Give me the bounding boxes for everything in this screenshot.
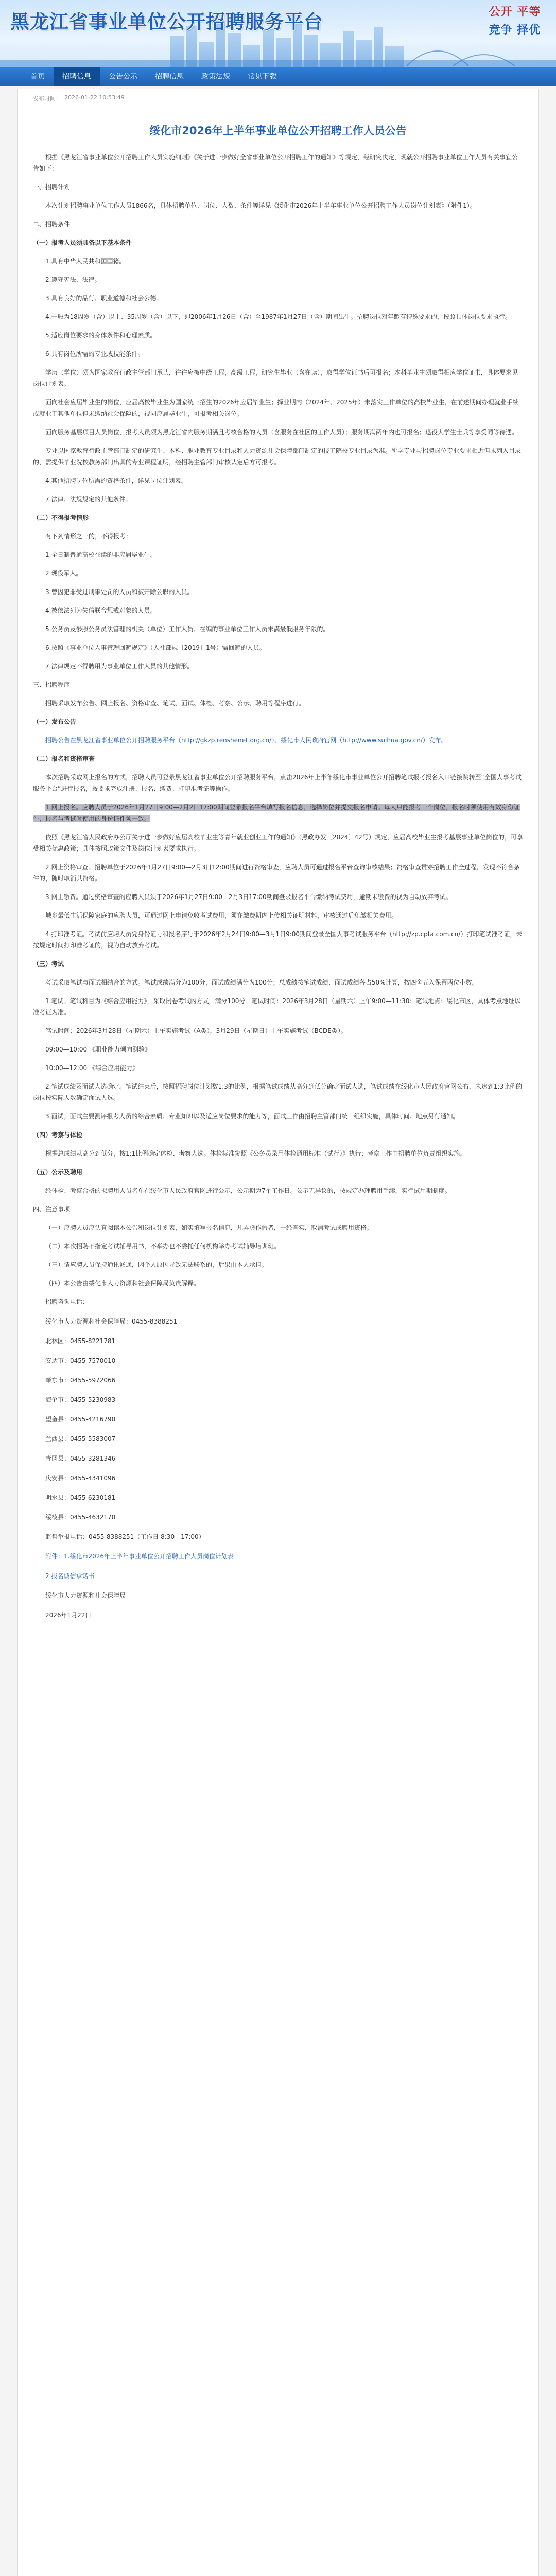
- exam-time-line: 10:00—12:00 《综合应用能力》: [45, 1064, 138, 1072]
- procedure-intro: 招聘采取发布公告、网上报名、资格审查、笔试、面试、体检、考察、公示、聘用等程序进行。: [45, 700, 305, 707]
- condition-item: 4.一般为18周岁（含）以上、35周岁（含）以下，即2006年1月26日（含）至1987年1月27日（含）期间出生。招聘岗位对年龄有特殊要求的，按照具体岗位要求执行。: [45, 313, 511, 320]
- section-1-title: 一、招聘计划: [33, 183, 71, 191]
- publish-text[interactable]: 招聘公告在黑龙江省事业单位公开招聘服务平台（http://gkzp.renshenet.org.cn/）、绥化市人民政府官网（http://www.suihua.gov.cn/）发布。: [45, 737, 447, 744]
- fee-waiver-paragraph: 城乡最低生活保障家庭的应聘人员，可通过网上申请免收考试费用，须在缴费期内上传相关证明材料，审核通过后免缴相关费用。: [45, 912, 398, 919]
- condition-item: 2.遵守宪法、法律。: [45, 276, 101, 283]
- contact-line: 北林区：0455-8221781: [45, 1337, 116, 1345]
- notice-item: （四）本公告由绥化市人力资源和社会保障局负责解释。: [45, 1280, 200, 1287]
- qualification-review-paragraph: 2.网上资格审查。招聘单位于2026年1月27日9:00—2月3日12:00期间进行资格审查，应聘人员可通过报名平台查询审核结果；资格审查贯穿招聘工作全过程，发现不符合条件的，随时取消其资格。: [33, 863, 520, 882]
- section-2-sub-2: （二）不得报考情形: [33, 514, 89, 521]
- contact-line: 安达市：0455-7570010: [45, 1357, 116, 1364]
- contact-intro: 招聘咨询电话：: [45, 1298, 89, 1306]
- exclusion-item: 6.按照《事业单位人事管理回避规定》（人社部规〔2019〕1号）需回避的人员。: [45, 644, 266, 651]
- registration-paragraph: 本次招聘采取网上报名的方式，招聘人员可登录黑龙江省事业单位公开招聘服务平台，点击2026年上半年绥化市事业单位公开招聘笔试报考报名入口链接跳转至“全国人事考试服务平台”进行报名，按要求完成注册、报名、缴费、打印准考证等操作。: [33, 774, 522, 792]
- contact-line: 绥棱县：0455-4632170: [45, 1514, 116, 1521]
- condition-item: 3.具有良好的品行、职业道德和社会公德。: [45, 295, 163, 302]
- contact-line: 绥化市人力资源和社会保障局：0455-8388251: [45, 1318, 178, 1325]
- attachment-line: [33, 1551, 523, 1562]
- slogan-line-2: 竞争 择优: [489, 23, 541, 37]
- publicity-paragraph: 经体检、考察合格的拟聘用人员名单在绥化市人民政府官网进行公示，公示期为7个工作日。公示无异议的，按规定办理聘用手续，实行试用期制度。: [45, 1187, 451, 1194]
- contact-line: 望奎县：0455-4216790: [45, 1416, 116, 1423]
- exam-time-line: 09:00—10:00 《职业能力倾向测验》: [45, 1046, 151, 1053]
- major-paragraph: 专业以国家教育行政主管部门制定的研究生、本科、职业教育专业目录和人力资源社会保障部门制定的技工院校专业目录为准。所学专业与招聘岗位专业要求相近但未列入目录的，需提供毕业院校教务部门出具的专业课程证明，经招聘主管部门审核认定后方可报考。: [33, 447, 522, 466]
- section-3-sub-1: （一）发布公告: [33, 718, 77, 725]
- exclusion-intro: 有下列情形之一的，不得报考：: [45, 533, 132, 540]
- section-3-sub-3: （三）考试: [33, 960, 64, 968]
- exclusion-item: 7.法律规定不得聘用为事业单位工作人员的其他情形。: [45, 663, 194, 670]
- contact-line: 兰西县：0455-5583007: [45, 1435, 116, 1443]
- supervision-line: 监督举报电话：0455-8388251（工作日 8:30—17:00）: [45, 1533, 205, 1540]
- site-title: 黑龙江省事业单位公开招聘服务平台: [10, 11, 323, 33]
- payment-paragraph: 3.网上缴费。通过资格审查的应聘人员须于2026年1月27日9:00—2月3日17:00期间登录报名平台缴纳考试费用，逾期未缴费的视为自动放弃考试。: [45, 893, 452, 901]
- nav-home[interactable]: 首页: [30, 73, 45, 81]
- highlighted-paragraph: [33, 802, 523, 824]
- section-3-title: 三、招聘程序: [33, 681, 71, 688]
- section-2-title: 二、招聘条件: [33, 221, 71, 228]
- nav-policies[interactable]: 政策法规: [201, 73, 230, 81]
- contact-line: 青冈县：0455-3281346: [45, 1455, 116, 1462]
- main-nav: [0, 67, 556, 86]
- contact-line: 明水县：0455-6230181: [45, 1494, 116, 1501]
- exam-time-line: 笔试时间：2026年3月28日（星期六）上午实施考试（A类），3月29日（星期日）上午实施考试（BCDE类）。: [45, 1027, 347, 1035]
- policy-paragraph: 依照《黑龙江省人民政府办公厅关于进一步做好应届高校毕业生等青年就业创业工作的通知》（黑政办发〔2024〕42号）规定，应届高校毕业生报考基层事业单位岗位的，可享受相关优惠政策；具体按照政策文件及岗位计划表要求执行。: [33, 834, 523, 852]
- published-value: 2026-01-22 10:53:49: [64, 94, 125, 101]
- section-3-sub-5: （五）公示及聘用: [33, 1168, 83, 1176]
- section-3-sub-2: （二）报名和资格审查: [33, 755, 95, 762]
- admission-ticket-paragraph: 4.打印准考证。考试前应聘人员凭身份证号和报名序号于2026年2月24日9:00—3月1日9:00期间登录全国人事考试服务平台（http://zp.cpta.com.cn/）打印笔试准考证，未按规定时间打印准考证的，视为自动放弃考试。: [33, 930, 523, 949]
- exclusion-item: 4.被依法列为失信联合惩戒对象的人员。: [45, 607, 157, 614]
- attachment-2-link[interactable]: 2.报名诚信承诺书: [45, 1572, 95, 1580]
- sign-date: 2026年1月22日: [45, 1612, 92, 1619]
- written-result-paragraph: 2.笔试成绩及面试人选确定。笔试结束后，按照招聘岗位计划数1:3的比例，根据笔试成绩从高分到低分确定面试人选，笔试成绩在绥化市人民政府官网公布，未达到1:3比例的岗位按实际人数确定面试人选。: [33, 1083, 523, 1101]
- condition-item: 5.适应岗位要求的身体条件和心理素质。: [45, 332, 157, 339]
- notice-item: （三）请应聘人员保持通讯畅通，因个人原因导致无法联系的，后果由本人承担。: [45, 1261, 268, 1268]
- nav-recruitment-info-2[interactable]: 招聘信息: [155, 73, 184, 81]
- published-label: 发布时间：: [33, 95, 61, 102]
- article-container: [17, 89, 539, 2576]
- condition-item: 6.具有岗位所需的专业或技能条件。: [45, 350, 144, 358]
- nav-downloads[interactable]: 常见下载: [248, 73, 276, 81]
- section-4-title: 四、注意事项: [33, 1206, 71, 1213]
- publish-paragraph: [33, 735, 523, 746]
- nav-announcements[interactable]: 公告公示: [109, 73, 137, 81]
- written-exam-paragraph: 1.笔试。笔试科目为《综合应用能力》，采取闭卷考试的方式，满分100分。笔试时间：2026年3月28日（星期六）上午9:00—11:30；笔试地点：绥化市区，具体考点地址以准考证为准。: [33, 997, 521, 1016]
- notice-item: （一）应聘人员应认真阅读本公告和岗位计划表，如实填写报名信息，凡弄虚作假者，一经查实，取消考试或聘用资格。: [45, 1224, 373, 1231]
- section-1-paragraph: 本次计划招聘事业单位工作人员1866名，具体招聘单位、岗位、人数、条件等详见《绥化市2026年上半年事业单位公开招聘工作人员岗位计划表》（附件1）。: [45, 202, 476, 209]
- attachment-line: [33, 1570, 523, 1582]
- article-meta: [33, 94, 523, 107]
- direction-paragraph: 面向社会应届毕业生的岗位，应届高校毕业生为国家统一招生的2026年应届毕业生；择业期内（2024年、2025年）未落实工作单位的高校毕业生，在前述期间办理就业手续或就业于其他单位但未缴纳社会保险的，视同应届毕业生，可报考相关岗位。: [33, 399, 519, 417]
- site-header: [0, 0, 556, 67]
- attachment-1-link[interactable]: 附件：1.绥化市2026年上半年事业单位公开招聘工作人员岗位计划表: [45, 1553, 234, 1560]
- service-paragraph: 面向服务基层项目人员岗位，报考人员须为黑龙江省内服务期满且考核合格的人员（含服务在社区的工作人员）；服务期满两年内也可报名；退役大学生士兵等享受同等待遇。: [45, 429, 518, 436]
- section-3-sub-4: （四）考察与体检: [33, 1131, 83, 1139]
- contact-line: 肇东市：0455-5972066: [45, 1377, 116, 1384]
- contact-line: 庆安县：0455-4341096: [45, 1475, 116, 1482]
- condition-item: 1.具有中华人民共和国国籍。: [45, 258, 126, 265]
- exam-paragraph: 考试采取笔试与面试相结合的方式。笔试成绩满分为100分，面试成绩满分为100分；总成绩按笔试成绩、面试成绩各占50%计算，按四舍五入保留两位小数。: [45, 979, 478, 986]
- exclusion-item: 1.全日制普通高校在读的非应届毕业生。: [45, 551, 157, 558]
- intro-paragraph: 根据《黑龙江省事业单位公开招聘工作人员实施细则》《关于进一步做好全省事业单位公开招聘工作的通知》等规定，经研究决定，现就公开招聘事业单位工作人员有关事宜公告如下：: [33, 154, 518, 172]
- slogan-line-1: 公开 平等: [489, 5, 541, 19]
- slogan: [484, 3, 546, 37]
- notice-item: （二）本次招聘不指定考试辅导用书，不举办也不委托任何机构举办考试辅导培训班。: [45, 1243, 281, 1250]
- condition-item: 4.其他招聘岗位所需的资格条件，详见岗位计划表。: [45, 477, 187, 484]
- condition-item: 7.法律、法规规定的其他条件。: [45, 496, 132, 503]
- study-paragraph: 学历（学位）须为国家教育行政主管部门承认，往往应被中级工程，高级工程，研究生毕业（含在读），取得学位证书后可报名；本科毕业生须取得相应学位证书，具体要求见岗位计划表。: [33, 369, 518, 387]
- nav-recruitment-info[interactable]: 招聘信息: [54, 67, 100, 86]
- exclusion-item: 2.现役军人。: [45, 570, 82, 577]
- signature: 绥化市人力资源和社会保障局: [45, 1592, 126, 1599]
- contact-line: 海伦市：0455-5230983: [45, 1396, 116, 1403]
- article-title: 绥化市2026年上半年事业单位公开招聘工作人员公告: [149, 125, 407, 137]
- interview-paragraph: 3.面试。面试主要测评报考人员的综合素质、专业知识以及适应岗位要求的能力等，面试工作由招聘主管部门统一组织实施，具体时间、地点另行通知。: [45, 1113, 459, 1120]
- online-registration-text: 1.网上报名。应聘人员于2026年1月27日9:00—2月2日17:00期间登录报名平台填写报名信息，选择岗位并提交报名申请。每人只能报考一个岗位，报名时须使用有效身份证件，报名与考试时使用的身份证件须一致。: [33, 804, 520, 822]
- checkup-paragraph: 根据总成绩从高分到低分，按1:1比例确定体检、考察人选。体检标准参照《公务员录用体检通用标准（试行）》执行；考察工作由招聘单位负责组织实施。: [45, 1150, 466, 1157]
- section-2-sub-1: （一）报考人员须具备以下基本条件: [33, 239, 132, 246]
- exclusion-item: 3.曾因犯罪受过刑事处罚的人员和被开除公职的人员。: [45, 588, 194, 596]
- exclusion-item: 5.公务员及参照公务员法管理的机关（单位）工作人员、在编的事业单位工作人员未满最低服务年限的。: [45, 625, 329, 633]
